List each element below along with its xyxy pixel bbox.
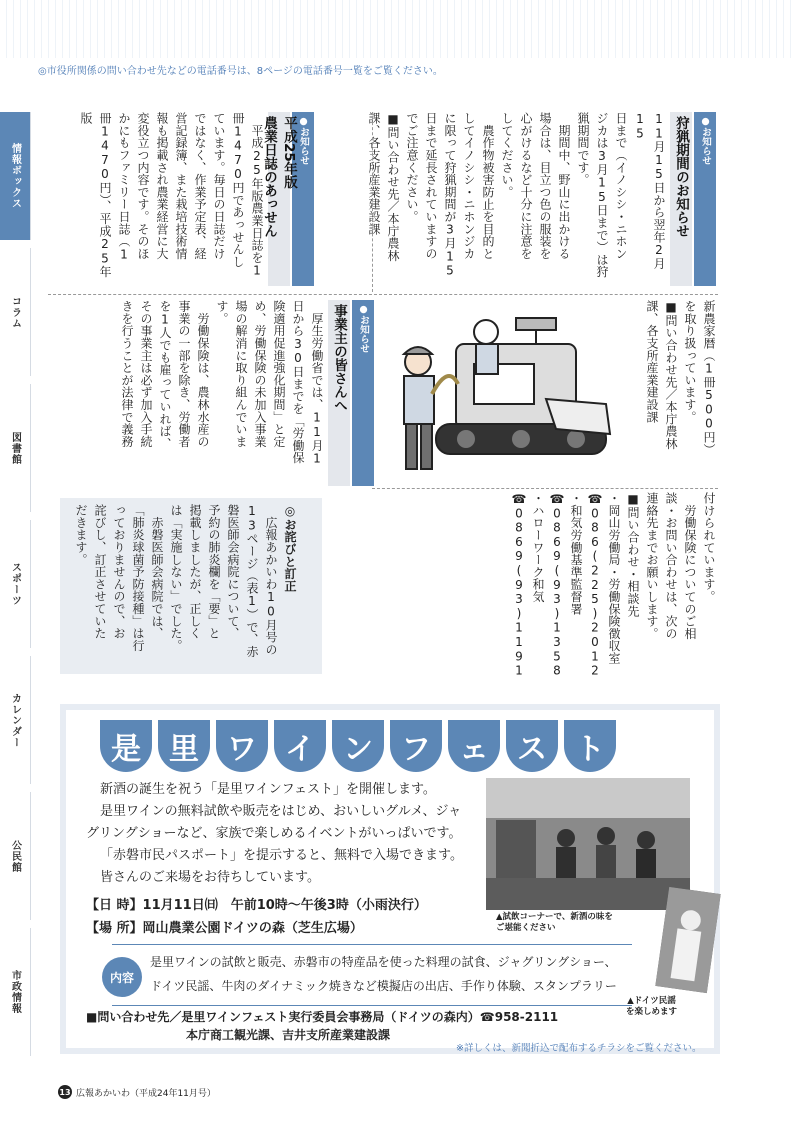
fest-title-char: ス bbox=[506, 720, 558, 772]
tab-city-info[interactable] bbox=[0, 928, 31, 1056]
correction-text: 広報あかいわ10月号の 13ページ（表1）で、赤 磐医師会病院について、 予約の肺炎欄を「要」と 掲載しましたが、正しく は「実施しない」でした。 赤磐医師会病院では、 「肺炎球菌予防接種」は行 っておりませんので、お 詫びし、訂正させていた だきます。 bbox=[74, 504, 278, 658]
tab-label: カレンダー bbox=[9, 692, 21, 748]
tasting-photo bbox=[486, 778, 690, 910]
content-badge: 内容 bbox=[102, 957, 142, 997]
column-divider bbox=[372, 112, 373, 292]
fest-title-char: 里 bbox=[158, 720, 210, 772]
wine-fest-section bbox=[60, 704, 720, 1054]
article-title-hunting: 狩猟期間のお知らせ bbox=[670, 112, 692, 286]
fest-date: 【日 時】11月11日㈰ 午前10時〜午後3時（小雨決行） bbox=[86, 898, 427, 913]
article-body-diary: 平成25年版農業日誌を1 冊1470円であっせんし ています。毎日の日誌だけ ではなく、作業予定表、経 営記録簿、また栽培技術情 報も掲載され農業経営に大 変役立つ内容です。そのほ かにもファミリー日誌（1 冊1470円）、平成25年版 bbox=[79, 112, 264, 278]
fest-contact: ■問い合わせ先／是里ワインフェスト実行委員会事務局（ドイツの森内）☎958-2111 bbox=[86, 1010, 559, 1024]
article-body-employer: 厚生労働省では、11月1 日から30日までを「労働保 険適用促進強化期間」と定 め、労働保険の未加入事業 場の解消に取り組んでいま す。 労働保険は、農林水産の 事業の一部を除き、労働者 を1人でも雇っていれば、 その事業主は必ず加入手続 きを行うことが法律で義務 bbox=[120, 300, 324, 466]
fest-intro-line: グリングショーなど、家族で楽しめるイベントがいっぱいです。 bbox=[86, 826, 462, 841]
article-title-diary: 平成25年版 農業日誌のあっせん bbox=[268, 112, 290, 286]
notice-label: ●お知らせ bbox=[352, 300, 374, 486]
fest-contact-2: 本庁商工観光課、吉井支所産業建設課 bbox=[186, 1028, 391, 1042]
article-title-employer: 事業主の皆さんへ bbox=[328, 300, 350, 486]
row-divider bbox=[372, 488, 718, 489]
tab-sports[interactable] bbox=[0, 520, 31, 648]
fest-intro-line: 是里ワインの無料試飲や販売をはじめ、おいしいグルメ、ジャ bbox=[100, 804, 462, 819]
fest-title-char: ン bbox=[332, 720, 384, 772]
tab-label: コラム bbox=[9, 295, 21, 329]
fest-title-char: ワ bbox=[216, 720, 268, 772]
tab-label: 図書館 bbox=[9, 431, 21, 465]
fest-place: 【場 所】岡山農業公園ドイツの森（芝生広場） bbox=[86, 921, 363, 936]
fest-title-char: ト bbox=[564, 720, 616, 772]
tab-column[interactable] bbox=[0, 248, 31, 376]
notice-label: ●お知らせ bbox=[292, 112, 314, 286]
fest-content-box bbox=[109, 944, 632, 1006]
tab-calendar[interactable] bbox=[0, 656, 31, 784]
footer-text: 広報あかいわ（平成24年11月号） bbox=[76, 1089, 216, 1099]
correction-title: ◎お詫びと訂正 bbox=[283, 504, 297, 593]
header-band bbox=[0, 0, 794, 58]
notice-label: ●お知らせ bbox=[694, 112, 716, 286]
tab-library[interactable] bbox=[0, 384, 31, 512]
fest-title-char: ェ bbox=[448, 720, 500, 772]
tab-label: スポーツ bbox=[9, 562, 21, 606]
page-number: 13 bbox=[58, 1085, 72, 1099]
tab-community-center[interactable] bbox=[0, 792, 31, 920]
header-note: ◎市役所関係の問い合わせ先などの電話番号は、8ページの電話番号一覧をご覧ください。 bbox=[38, 66, 443, 77]
correction-body bbox=[68, 504, 318, 668]
fest-intro-line: 新酒の誕生を祝う「是里ワインフェスト」を開催します。 bbox=[100, 782, 436, 797]
tab-info-box[interactable] bbox=[0, 112, 31, 240]
harvester-illustration bbox=[396, 304, 622, 476]
fest-content-line: 是里ワインの試飲と販売、赤磐市の特産品を使った料理の試食、ジャグリングショー、 bbox=[150, 955, 617, 969]
fest-content-line: ドイツ民謡、牛肉のダイナミック焼きなど模擬店の出店、手作り体験、スタンプラリー bbox=[150, 979, 617, 993]
wine-fest-inner bbox=[66, 710, 714, 1054]
fest-intro-line: 皆さんのご来場をお待ちしています。 bbox=[100, 870, 320, 885]
tasting-photo-caption: ▲試飲コーナーで、新酒の味を ご堪能ください bbox=[496, 912, 613, 933]
fest-footnote: ※詳しくは、新聞折込で配布するチラシをご覧ください。 bbox=[456, 1043, 702, 1054]
article-body-hunting: 11月15日から翌年2月15 日まで（イノシシ・ニホン ジカは3月15日まで）は狩 猟期間です。 期間中、野山に出かける 場合は、目立つ色の服装を 心がけるなど十分に注意を してください。 農作物被害防止を目的と してイノシシ・ニホンジカ に限って狩猟期間が3月15 日まで延長されていますの でご注意ください。 ■問い合わせ先／本庁農林 課、各支所産業建設課 bbox=[367, 112, 666, 278]
article-body-employer-cont: 付けられています。 労働保険についてのご相 談・お問い合わせは、次の 連絡先までお願いします。 ■問い合わせ・相談先 ・岡山労働局・労働保険徴収室 ☎086(225)2012 ・和気労働基準監督署 ☎0869(93)1358 ・ハローワーク和気 ☎0869(93)1191 bbox=[512, 492, 716, 678]
fest-title-char: 是 bbox=[100, 720, 152, 772]
folk-song-photo-caption: ▲ドイツ民謡 を楽しめます bbox=[626, 996, 678, 1017]
fest-title-char: イ bbox=[274, 720, 326, 772]
fest-title bbox=[100, 720, 622, 772]
fest-intro-line: 「赤磐市民パスポート」を提示すると、無料で入場できます。 bbox=[100, 848, 463, 863]
tab-label: 情報ボックス bbox=[9, 143, 21, 209]
fest-title-char: フ bbox=[390, 720, 442, 772]
article-body-diary-cont: 新農家暦（1冊500円） を取り扱っています。 ■問い合わせ先／本庁農林 課、各支所産業建設課 bbox=[645, 300, 716, 456]
tab-label: 公民館 bbox=[9, 839, 21, 873]
row-divider bbox=[48, 294, 718, 295]
tab-label: 市政情報 bbox=[9, 970, 21, 1014]
